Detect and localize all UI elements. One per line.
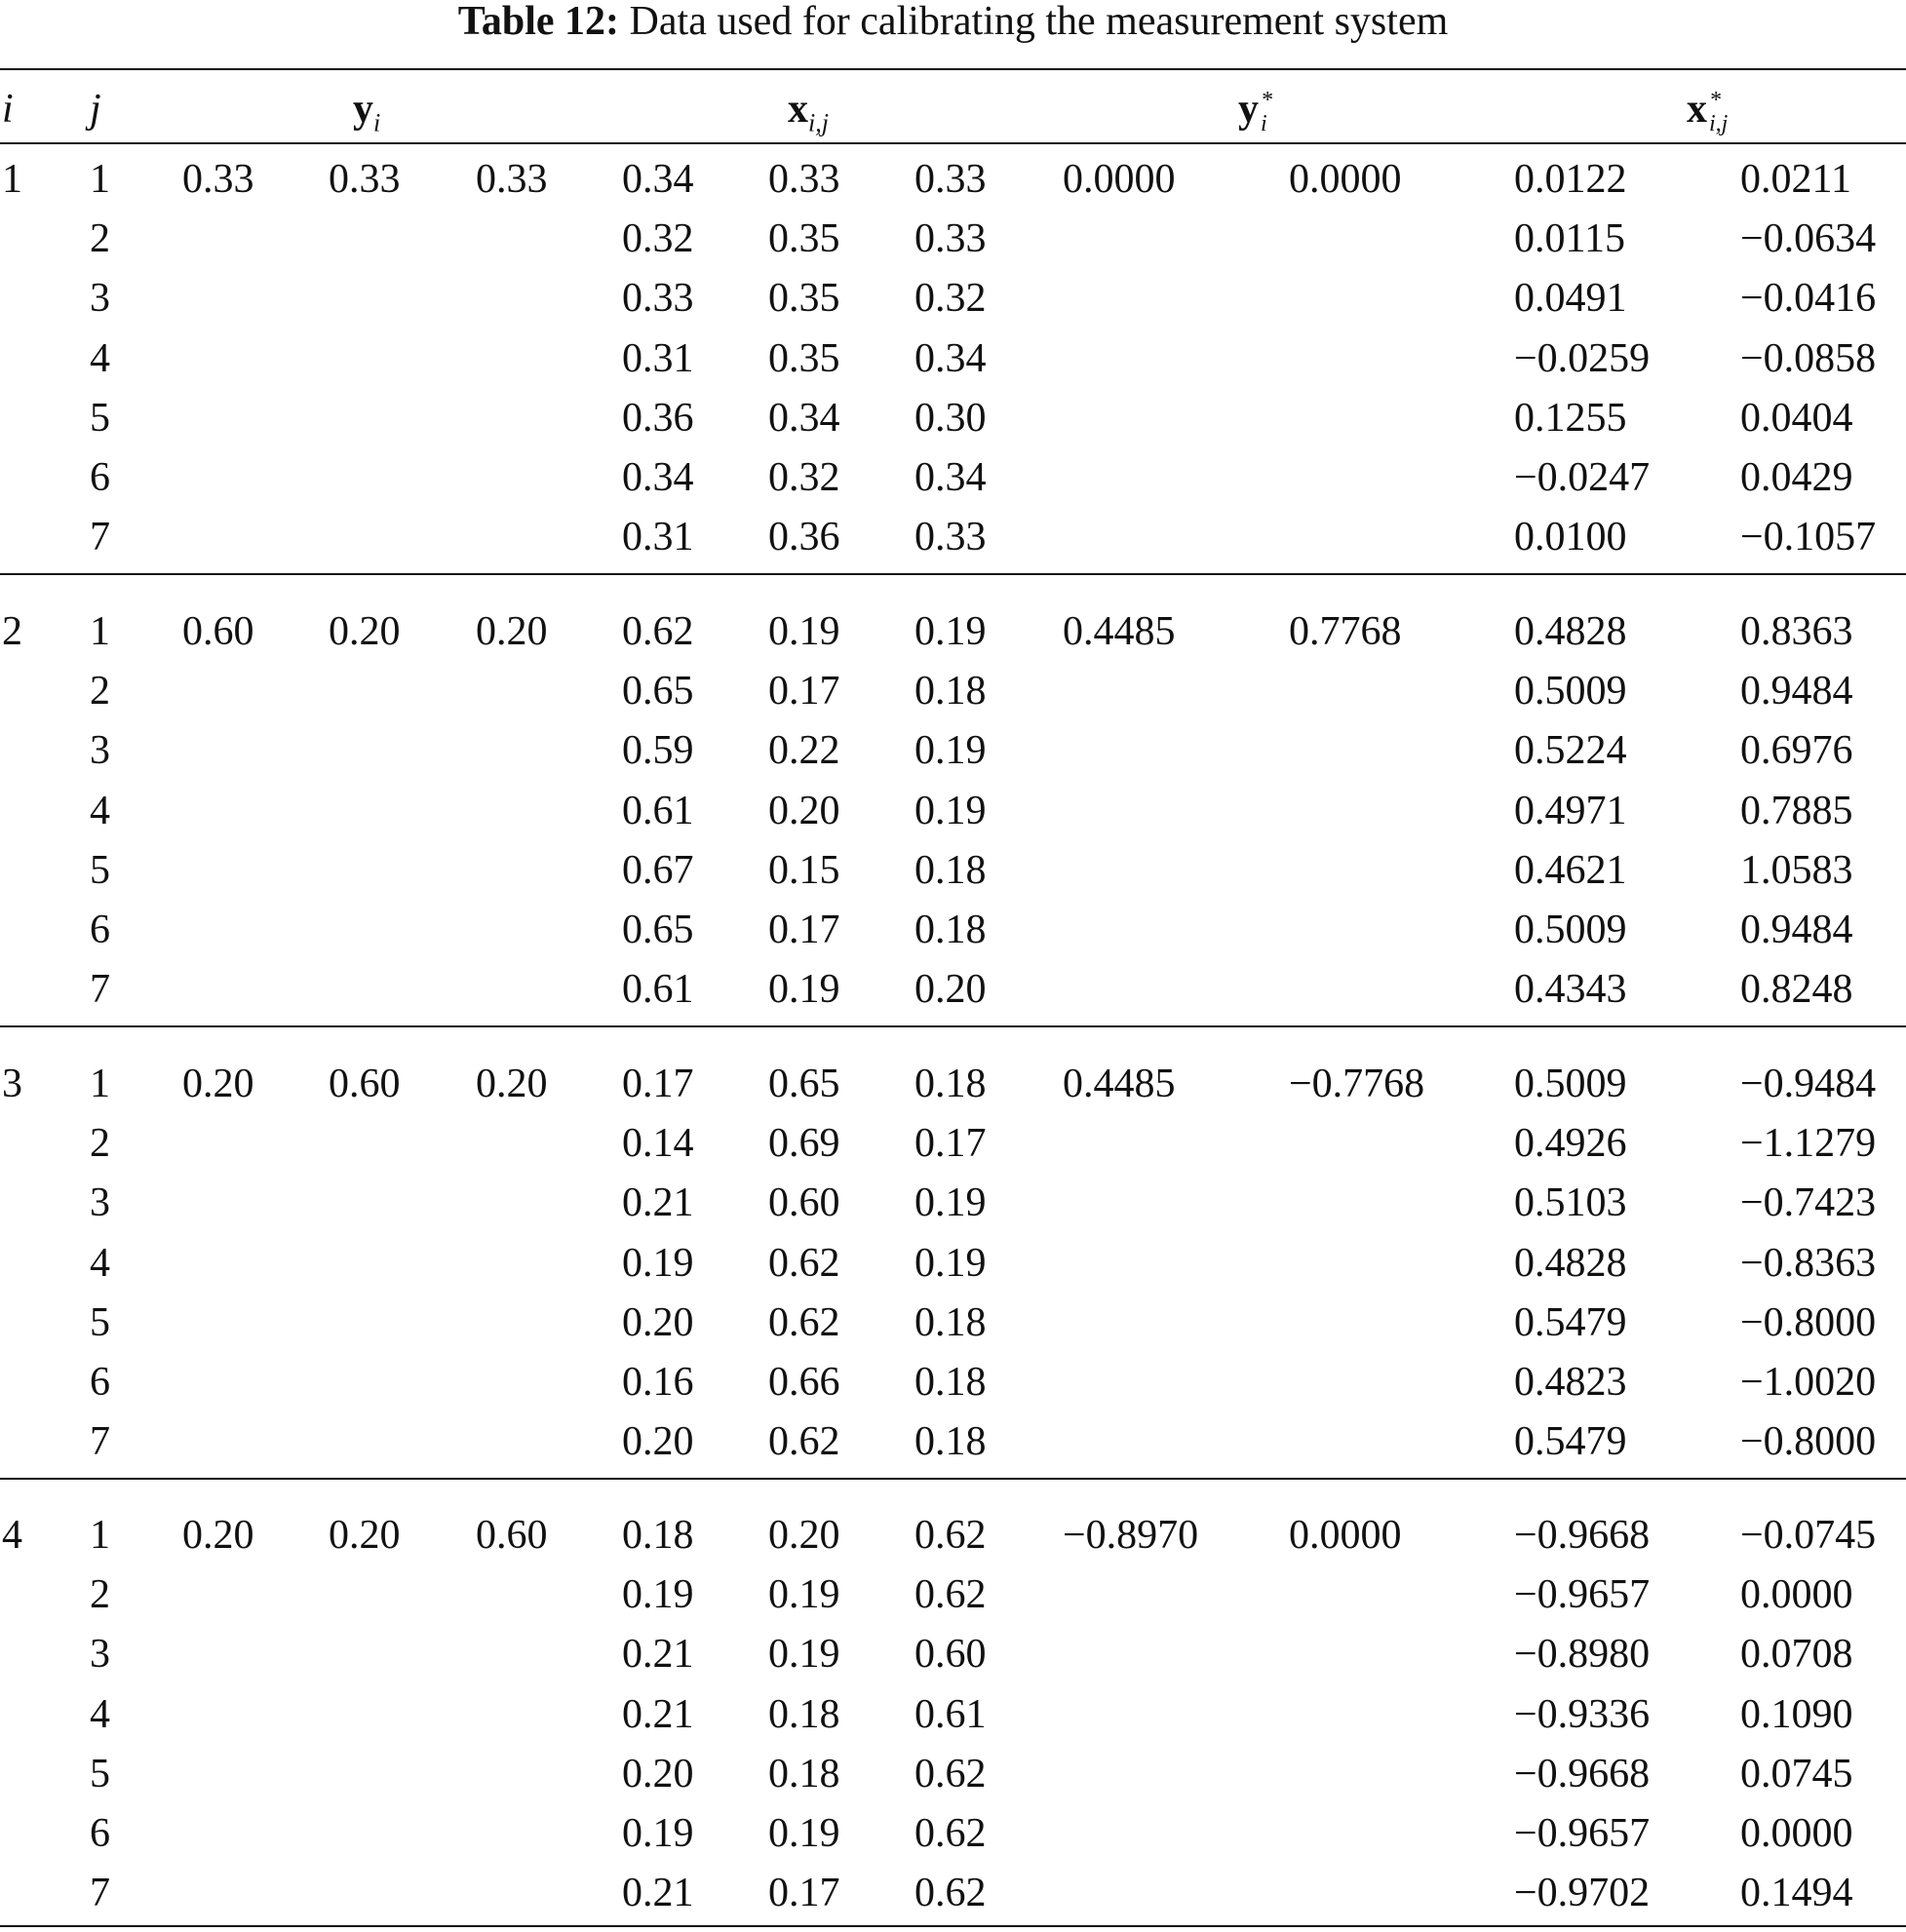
cell-x: 0.18	[914, 1299, 987, 1345]
cell-x: 0.16	[622, 1360, 694, 1405]
cell-x: 0.61	[914, 1691, 987, 1737]
cell-i: 3	[2, 1062, 22, 1106]
cell-x: 0.67	[622, 847, 694, 893]
cell-x: 0.20	[914, 967, 987, 1013]
cell-xstar: 0.0211	[1740, 157, 1851, 202]
cell-xstar: −0.8000	[1740, 1299, 1877, 1345]
cell-y: 0.60	[182, 609, 254, 654]
cell-x: 0.20	[622, 1419, 694, 1465]
cell-xstar: 0.4343	[1514, 967, 1627, 1013]
cell-xstar: −0.7423	[1740, 1180, 1877, 1226]
cell-x: 0.22	[768, 728, 840, 774]
cell-xstar: 0.5009	[1514, 669, 1627, 715]
cell-x: 0.19	[768, 1632, 840, 1678]
cell-x: 0.62	[622, 609, 694, 654]
cell-x: 0.20	[622, 1299, 694, 1345]
cell-ystar: 0.0000	[1289, 157, 1402, 202]
cell-x: 0.18	[914, 1360, 987, 1405]
cell-xstar: 0.0708	[1740, 1632, 1853, 1678]
cell-x: 0.19	[768, 609, 840, 654]
cell-xstar: 0.5224	[1514, 728, 1627, 774]
cell-x: 0.62	[914, 1871, 987, 1916]
cell-x: 0.18	[768, 1751, 840, 1797]
caption-label: Table 12:	[457, 0, 620, 44]
cell-x: 0.19	[622, 1811, 694, 1856]
top-rule	[0, 68, 1906, 70]
cell-x: 0.59	[622, 728, 694, 774]
cell-xstar: −0.9702	[1514, 1871, 1651, 1916]
cell-xstar: −0.0259	[1514, 335, 1651, 381]
cell-j: 4	[90, 335, 110, 381]
cell-x: 0.34	[914, 455, 987, 500]
cell-xstar: 0.4971	[1514, 788, 1627, 833]
cell-ystar: 0.4485	[1063, 1062, 1176, 1106]
cell-x: 0.66	[768, 1360, 840, 1405]
cell-i: 4	[2, 1513, 22, 1558]
cell-x: 0.61	[622, 967, 694, 1013]
cell-x: 0.33	[914, 157, 987, 202]
cell-x: 0.31	[622, 335, 694, 381]
cell-j: 3	[90, 1180, 110, 1226]
header-rule	[0, 142, 1906, 144]
cell-x: 0.19	[622, 1240, 694, 1286]
cell-j: 6	[90, 1360, 110, 1405]
cell-x: 0.65	[768, 1062, 840, 1106]
cell-x: 0.17	[768, 1871, 840, 1916]
cell-xstar: 0.1090	[1740, 1691, 1853, 1737]
cell-j: 2	[90, 669, 110, 715]
cell-xstar: 0.5009	[1514, 908, 1627, 952]
cell-x: 0.18	[914, 669, 987, 715]
cell-j: 5	[90, 395, 110, 441]
cell-xstar: 0.0100	[1514, 515, 1627, 560]
cell-xstar: 0.9484	[1740, 908, 1853, 952]
cell-x: 0.14	[622, 1121, 694, 1167]
cell-j: 4	[90, 788, 110, 833]
cell-xstar: −0.0416	[1740, 276, 1877, 322]
cell-xstar: 0.9484	[1740, 669, 1853, 715]
cell-xstar: −0.9668	[1514, 1751, 1651, 1797]
cell-x: 0.69	[768, 1121, 840, 1167]
cell-xstar: −0.0634	[1740, 216, 1877, 262]
cell-xstar: 0.0000	[1740, 1572, 1853, 1618]
cell-x: 0.62	[914, 1751, 987, 1797]
cell-xstar: 0.7885	[1740, 788, 1853, 833]
cell-x: 0.21	[622, 1691, 694, 1737]
cell-xstar: −0.0247	[1514, 455, 1651, 500]
cell-xstar: 0.4828	[1514, 609, 1627, 654]
cell-y: 0.20	[476, 609, 548, 654]
cell-i: 2	[2, 609, 22, 654]
cell-x: 0.34	[622, 455, 694, 500]
cell-j: 2	[90, 1572, 110, 1618]
cell-j: 4	[90, 1240, 110, 1286]
cell-x: 0.31	[622, 515, 694, 560]
cell-j: 7	[90, 1871, 110, 1916]
cell-j: 1	[90, 1513, 110, 1558]
cell-xstar: 0.8363	[1740, 609, 1853, 654]
cell-xstar: 0.0429	[1740, 455, 1853, 500]
cell-x: 0.19	[768, 967, 840, 1013]
cell-xstar: 0.5479	[1514, 1419, 1627, 1465]
cell-y: 0.20	[329, 609, 401, 654]
table-caption	[0, 0, 1906, 43]
cell-ystar: 0.0000	[1289, 1513, 1402, 1558]
cell-x: 0.36	[622, 395, 694, 441]
cell-x: 0.35	[768, 276, 840, 322]
cell-xstar: −0.8363	[1740, 1240, 1877, 1286]
cell-xstar: 0.0122	[1514, 157, 1627, 202]
header-i: i	[2, 87, 14, 132]
cell-ystar: −0.7768	[1289, 1062, 1425, 1106]
cell-xstar: −0.9336	[1514, 1691, 1651, 1737]
cell-x: 0.62	[768, 1419, 840, 1465]
cell-xstar: 0.6976	[1740, 728, 1853, 774]
cell-xstar: 0.5103	[1514, 1180, 1627, 1226]
cell-xstar: 0.0745	[1740, 1751, 1853, 1797]
cell-xstar: −0.0858	[1740, 335, 1877, 381]
cell-xstar: −0.0745	[1740, 1513, 1877, 1558]
cell-xstar: 0.0000	[1740, 1811, 1853, 1856]
cell-x: 0.36	[768, 515, 840, 560]
header-ystar: y * i	[1238, 87, 1272, 137]
cell-j: 3	[90, 276, 110, 322]
cell-xstar: −1.1279	[1740, 1121, 1877, 1167]
cell-x: 0.35	[768, 335, 840, 381]
cell-x: 0.19	[914, 609, 987, 654]
cell-y: 0.20	[182, 1062, 254, 1106]
bottom-rule	[0, 1925, 1906, 1927]
cell-x: 0.60	[914, 1632, 987, 1678]
cell-y: 0.20	[476, 1062, 548, 1106]
cell-x: 0.17	[914, 1121, 987, 1167]
cell-xstar: 0.5479	[1514, 1299, 1627, 1345]
cell-xstar: 0.0404	[1740, 395, 1853, 441]
cell-x: 0.33	[622, 276, 694, 322]
cell-x: 0.19	[622, 1572, 694, 1618]
cell-x: 0.19	[914, 1180, 987, 1226]
cell-y: 0.60	[329, 1062, 401, 1106]
cell-x: 0.33	[914, 216, 987, 262]
cell-j: 3	[90, 1632, 110, 1678]
cell-x: 0.65	[622, 908, 694, 952]
cell-x: 0.61	[622, 788, 694, 833]
cell-x: 0.62	[914, 1572, 987, 1618]
cell-j: 5	[90, 847, 110, 893]
cell-xstar: −0.9657	[1514, 1572, 1651, 1618]
cell-x: 0.30	[914, 395, 987, 441]
cell-x: 0.18	[914, 1419, 987, 1465]
cell-x: 0.34	[768, 395, 840, 441]
cell-y: 0.33	[182, 157, 254, 202]
cell-xstar: 0.4621	[1514, 847, 1627, 893]
cell-x: 0.62	[768, 1299, 840, 1345]
cell-y: 0.20	[329, 1513, 401, 1558]
cell-x: 0.35	[768, 216, 840, 262]
cell-y: 0.33	[329, 157, 401, 202]
cell-x: 0.21	[622, 1632, 694, 1678]
cell-xstar: −0.9657	[1514, 1811, 1651, 1856]
cell-x: 0.62	[768, 1240, 840, 1286]
cell-x: 0.17	[768, 908, 840, 952]
cell-xstar: −0.8000	[1740, 1419, 1877, 1465]
cell-ystar: 0.4485	[1063, 609, 1176, 654]
caption-text: Data used for calibrating the measurement system	[629, 0, 1449, 44]
cell-j: 3	[90, 728, 110, 774]
cell-j: 7	[90, 967, 110, 1013]
cell-x: 0.32	[622, 216, 694, 262]
cell-x: 0.17	[622, 1062, 694, 1106]
group-separator	[0, 573, 1906, 575]
cell-xstar: −0.1057	[1740, 515, 1877, 560]
cell-x: 0.20	[768, 1513, 840, 1558]
cell-x: 0.33	[768, 157, 840, 202]
header-y: $y_i$	[353, 87, 381, 137]
cell-j: 5	[90, 1299, 110, 1345]
header-xstar: x * i,j	[1687, 87, 1729, 137]
cell-x: 0.32	[914, 276, 987, 322]
cell-xstar: 0.4828	[1514, 1240, 1627, 1286]
header-x: $x_{i,j}$	[788, 87, 829, 137]
cell-x: 0.18	[768, 1691, 840, 1737]
cell-j: 6	[90, 908, 110, 952]
cell-x: 0.62	[914, 1811, 987, 1856]
cell-x: 0.18	[622, 1513, 694, 1558]
cell-x: 0.65	[622, 669, 694, 715]
cell-y: 0.20	[182, 1513, 254, 1558]
cell-x: 0.21	[622, 1180, 694, 1226]
cell-j: 7	[90, 1419, 110, 1465]
cell-xstar: 0.1255	[1514, 395, 1627, 441]
cell-xstar: 0.1494	[1740, 1871, 1853, 1916]
group-separator	[0, 1478, 1906, 1480]
cell-xstar: 0.4823	[1514, 1360, 1627, 1405]
cell-j: 2	[90, 1121, 110, 1167]
cell-xstar: −1.0020	[1740, 1360, 1877, 1405]
cell-xstar: −0.9484	[1740, 1062, 1877, 1106]
cell-x: 0.62	[914, 1513, 987, 1558]
cell-x: 0.20	[622, 1751, 694, 1797]
cell-x: 0.21	[622, 1871, 694, 1916]
cell-j: 5	[90, 1751, 110, 1797]
cell-xstar: −0.9668	[1514, 1513, 1651, 1558]
cell-j: 1	[90, 157, 110, 202]
cell-x: 0.17	[768, 669, 840, 715]
cell-x: 0.19	[768, 1572, 840, 1618]
cell-x: 0.34	[622, 157, 694, 202]
cell-j: 1	[90, 1062, 110, 1106]
cell-x: 0.19	[768, 1811, 840, 1856]
cell-i: 1	[2, 157, 22, 202]
group-separator	[0, 1025, 1906, 1027]
cell-ystar: 0.0000	[1063, 157, 1176, 202]
cell-x: 0.18	[914, 1062, 987, 1106]
cell-x: 0.60	[768, 1180, 840, 1226]
cell-j: 6	[90, 455, 110, 500]
cell-x: 0.34	[914, 335, 987, 381]
cell-ystar: −0.8970	[1063, 1513, 1199, 1558]
cell-x: 0.18	[914, 847, 987, 893]
cell-x: 0.18	[914, 908, 987, 952]
cell-j: 2	[90, 216, 110, 262]
cell-j: 1	[90, 609, 110, 654]
cell-y: 0.33	[476, 157, 548, 202]
cell-x: 0.19	[914, 1240, 987, 1286]
cell-x: 0.15	[768, 847, 840, 893]
cell-x: 0.20	[768, 788, 840, 833]
cell-j: 6	[90, 1811, 110, 1856]
cell-x: 0.19	[914, 728, 987, 774]
cell-xstar: 0.0491	[1514, 276, 1627, 322]
header-j: j	[90, 87, 101, 132]
cell-j: 4	[90, 1691, 110, 1737]
cell-xstar: 1.0583	[1740, 847, 1853, 893]
cell-xstar: 0.5009	[1514, 1062, 1627, 1106]
cell-y: 0.60	[476, 1513, 548, 1558]
cell-x: 0.32	[768, 455, 840, 500]
cell-xstar: −0.8980	[1514, 1632, 1651, 1678]
cell-xstar: 0.8248	[1740, 967, 1853, 1013]
cell-j: 7	[90, 515, 110, 560]
cell-ystar: 0.7768	[1289, 609, 1402, 654]
cell-xstar: 0.4926	[1514, 1121, 1627, 1167]
cell-xstar: 0.0115	[1514, 216, 1625, 262]
cell-x: 0.19	[914, 788, 987, 833]
cell-x: 0.33	[914, 515, 987, 560]
